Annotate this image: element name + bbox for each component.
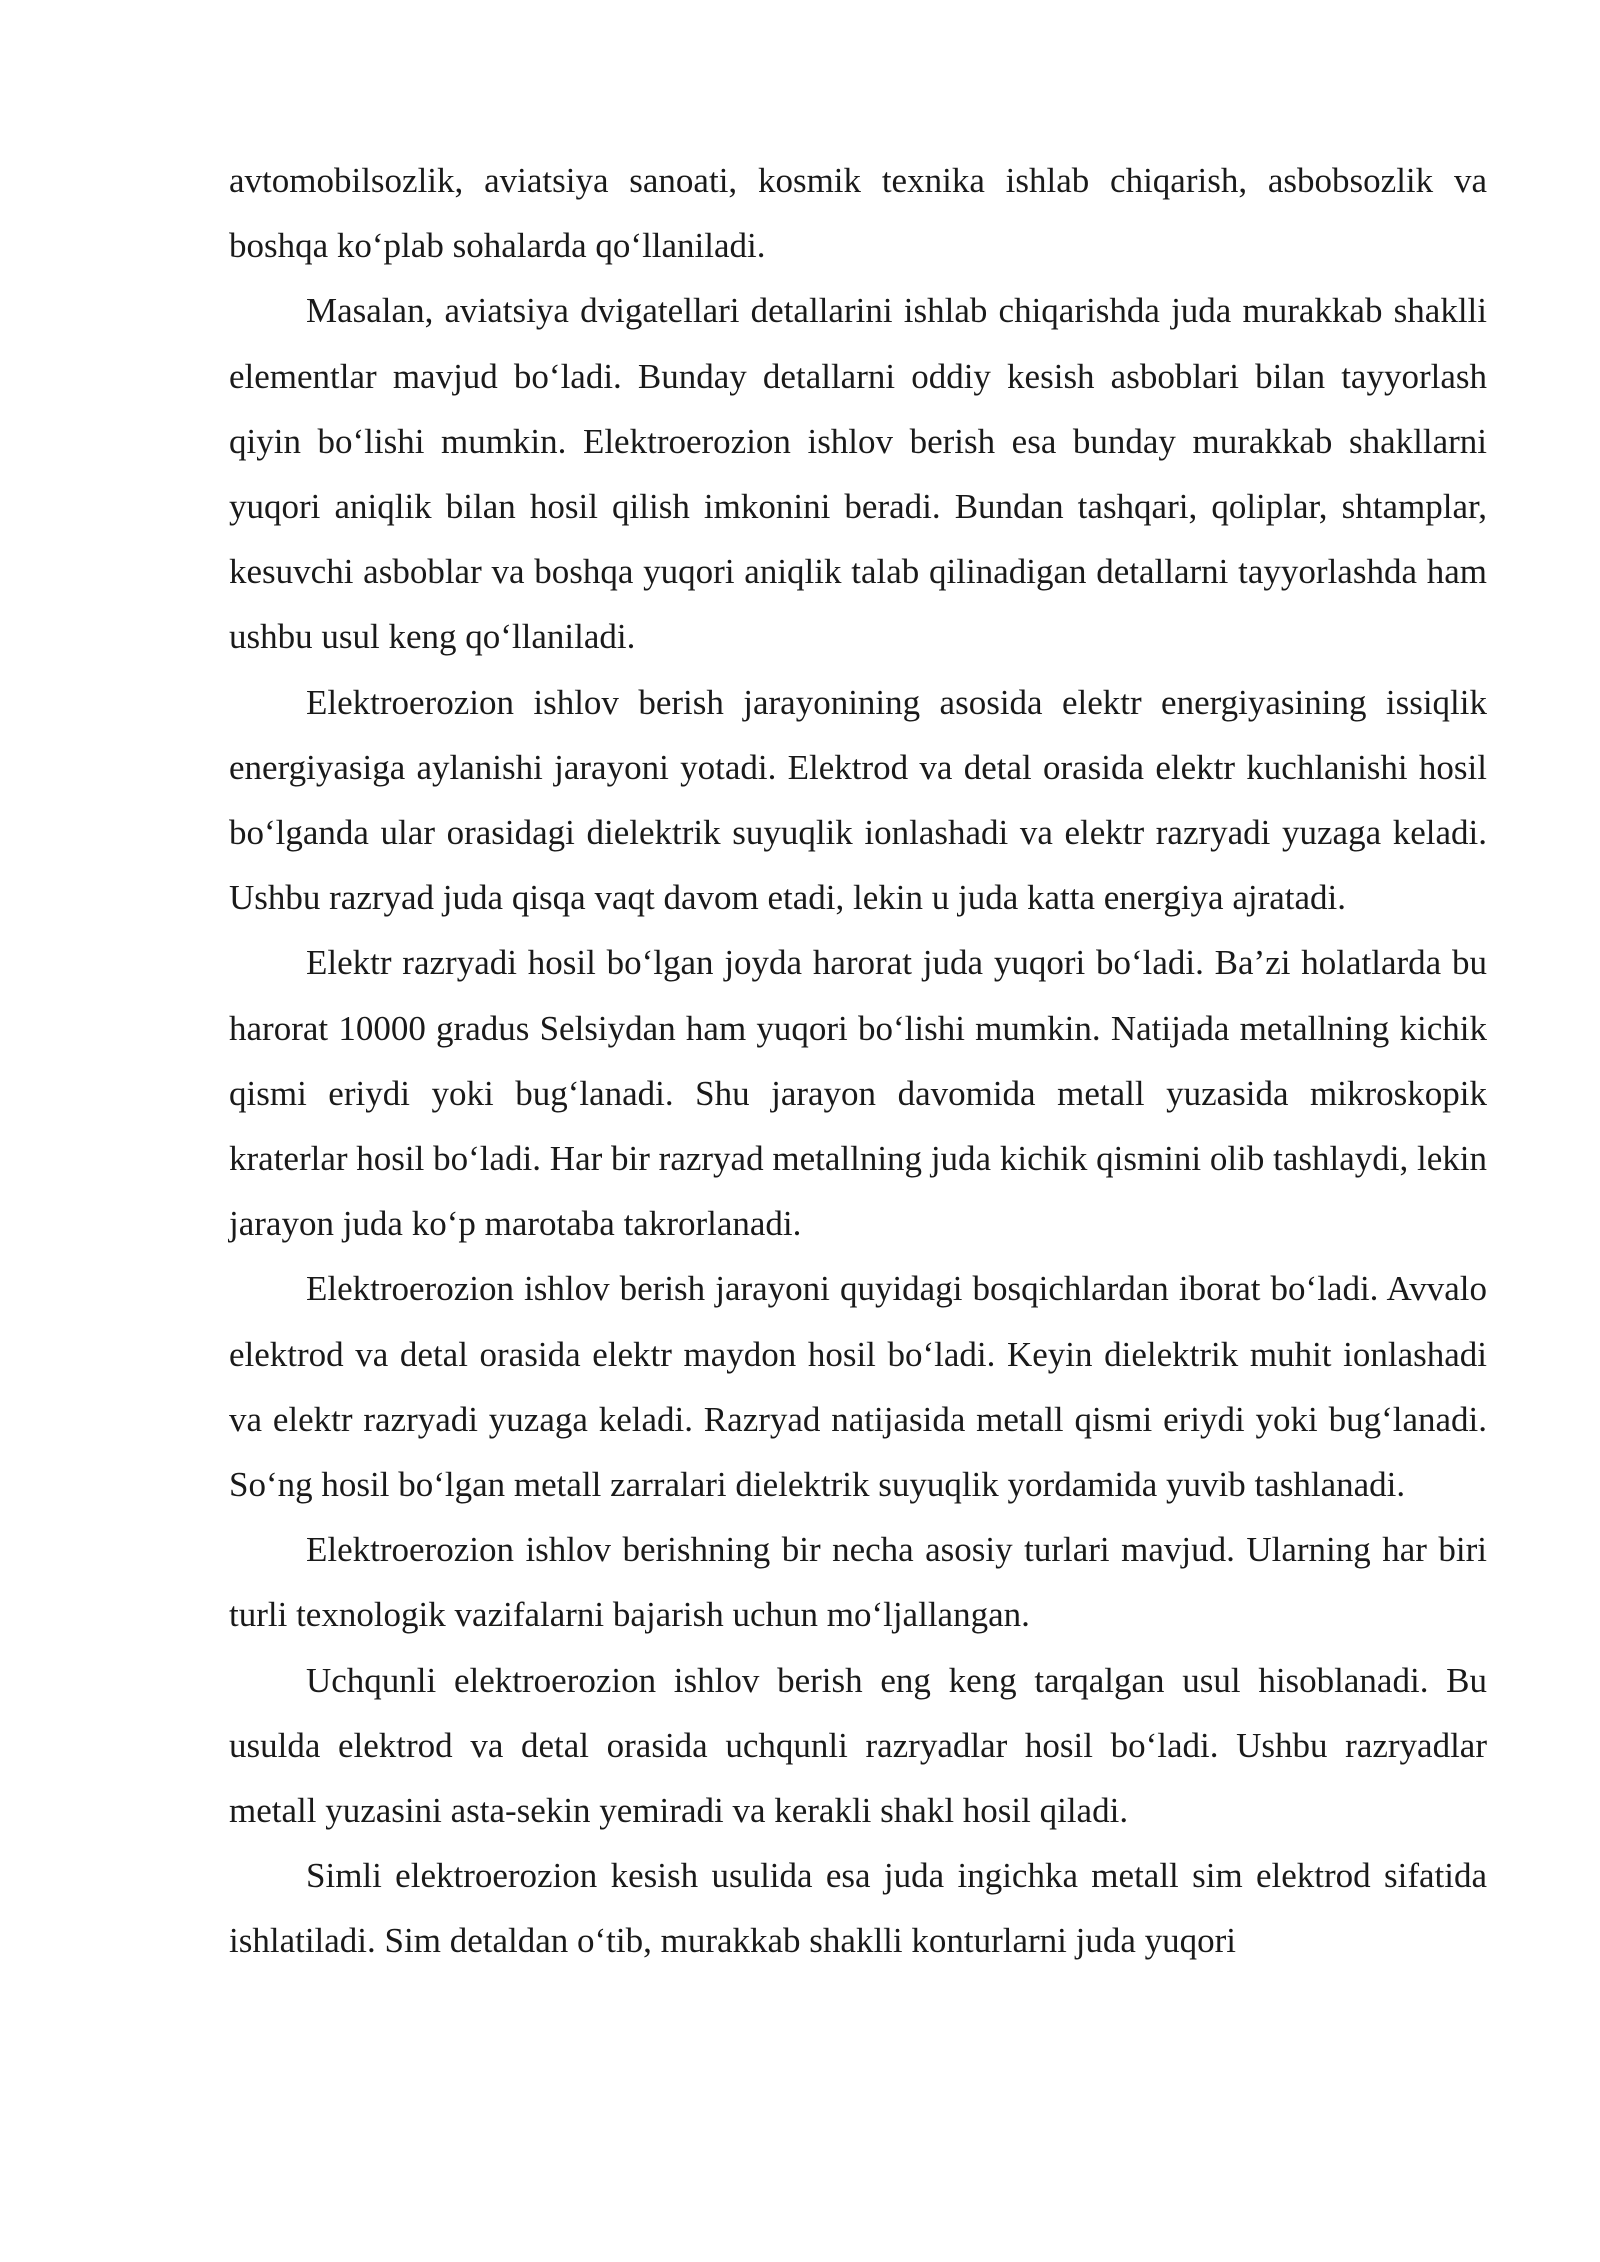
paragraph-8: Simli elektroerozion kesish usulida esa juda ingichka metall sim elektrod sifatida ishlatiladi. Sim detaldan o‘tib, murakkab shaklli konturlarni juda yuqori <box>229 1856 1487 1961</box>
paragraph-6: Elektroerozion ishlov berishning bir necha asosiy turlari mavjud. Ularning har biri turli texnologik vazifalarni bajarish uchun mo‘ljallangan. <box>229 1530 1487 1635</box>
paragraph-7: Uchqunli elektroerozion ishlov berish eng keng tarqalgan usul hisoblanadi. Bu usulda elektrod va detal orasida uchqunli razryadlar hosil bo‘ladi. Ushbu razryadlar metall yuzasini asta-sekin yemiradi va kerakli shakl hosil qiladi. <box>229 1660 1487 1831</box>
paragraph-2: Masalan, aviatsiya dvigatellari detallarini ishlab chiqarishda juda murakkab shaklli elementlar mavjud bo‘ladi. Bunday detallarni oddiy kesish asboblari bilan tayyorlash qiyin bo‘lishi mumkin. Elektroerozion ishlov berish esa bunday murakkab shakllarni yuqori aniqlik bilan hosil qilish imkonini beradi. Bundan tashqari, qoliplar, shtamplar, kesuvchi asboblar va boshqa yuqori aniqlik talab qilinadigan detallarni tayyorlashda ham ushbu usul keng qo‘llaniladi. <box>229 291 1487 657</box>
paragraph-1: avtomobilsozlik, aviatsiya sanoati, kosmik texnika ishlab chiqarish, asbobsozlik va boshqa ko‘plab sohalarda qo‘llaniladi. <box>229 161 1487 266</box>
paragraph-5: Elektroerozion ishlov berish jarayoni quyidagi bosqichlardan iborat bo‘ladi. Avvalo elektrod va detal orasida elektr maydon hosil bo‘ladi. Keyin dielektrik muhit ionlashadi va elektr razryadi yuzaga keladi. Razryad natijasida metall qismi eriydi yoki bug‘lanadi. So‘ng hosil bo‘lgan metall zarralari dielektrik suyuqlik yordamida yuvib tashlanadi. <box>229 1269 1487 1505</box>
document-body <box>229 148 1487 1974</box>
paragraph-3: Elektroerozion ishlov berish jarayonining asosida elektr energiyasining issiqlik energiyasiga aylanishi jarayoni yotadi. Elektrod va detal orasida elektr kuchlanishi hosil bo‘lganda ular orasidagi dielektrik suyuqlik ionlashadi va elektr razryadi yuzaga keladi. Ushbu razryad juda qisqa vaqt davom etadi, lekin u juda katta energiya ajratadi. <box>229 682 1487 918</box>
paragraph-4: Elektr razryadi hosil bo‘lgan joyda harorat juda yuqori bo‘ladi. Ba’zi holatlarda bu harorat 10000 gradus Selsiydan ham yuqori bo‘lishi mumkin. Natijada metallning kichik qismi eriydi yoki bug‘lanadi. Shu jarayon davomida metall yuzasida mikroskopik kraterlar hosil bo‘ladi. Har bir razryad metallning juda kichik qismini olib tashlaydi, lekin jarayon juda ko‘p marotaba takrorlanadi. <box>229 943 1487 1244</box>
